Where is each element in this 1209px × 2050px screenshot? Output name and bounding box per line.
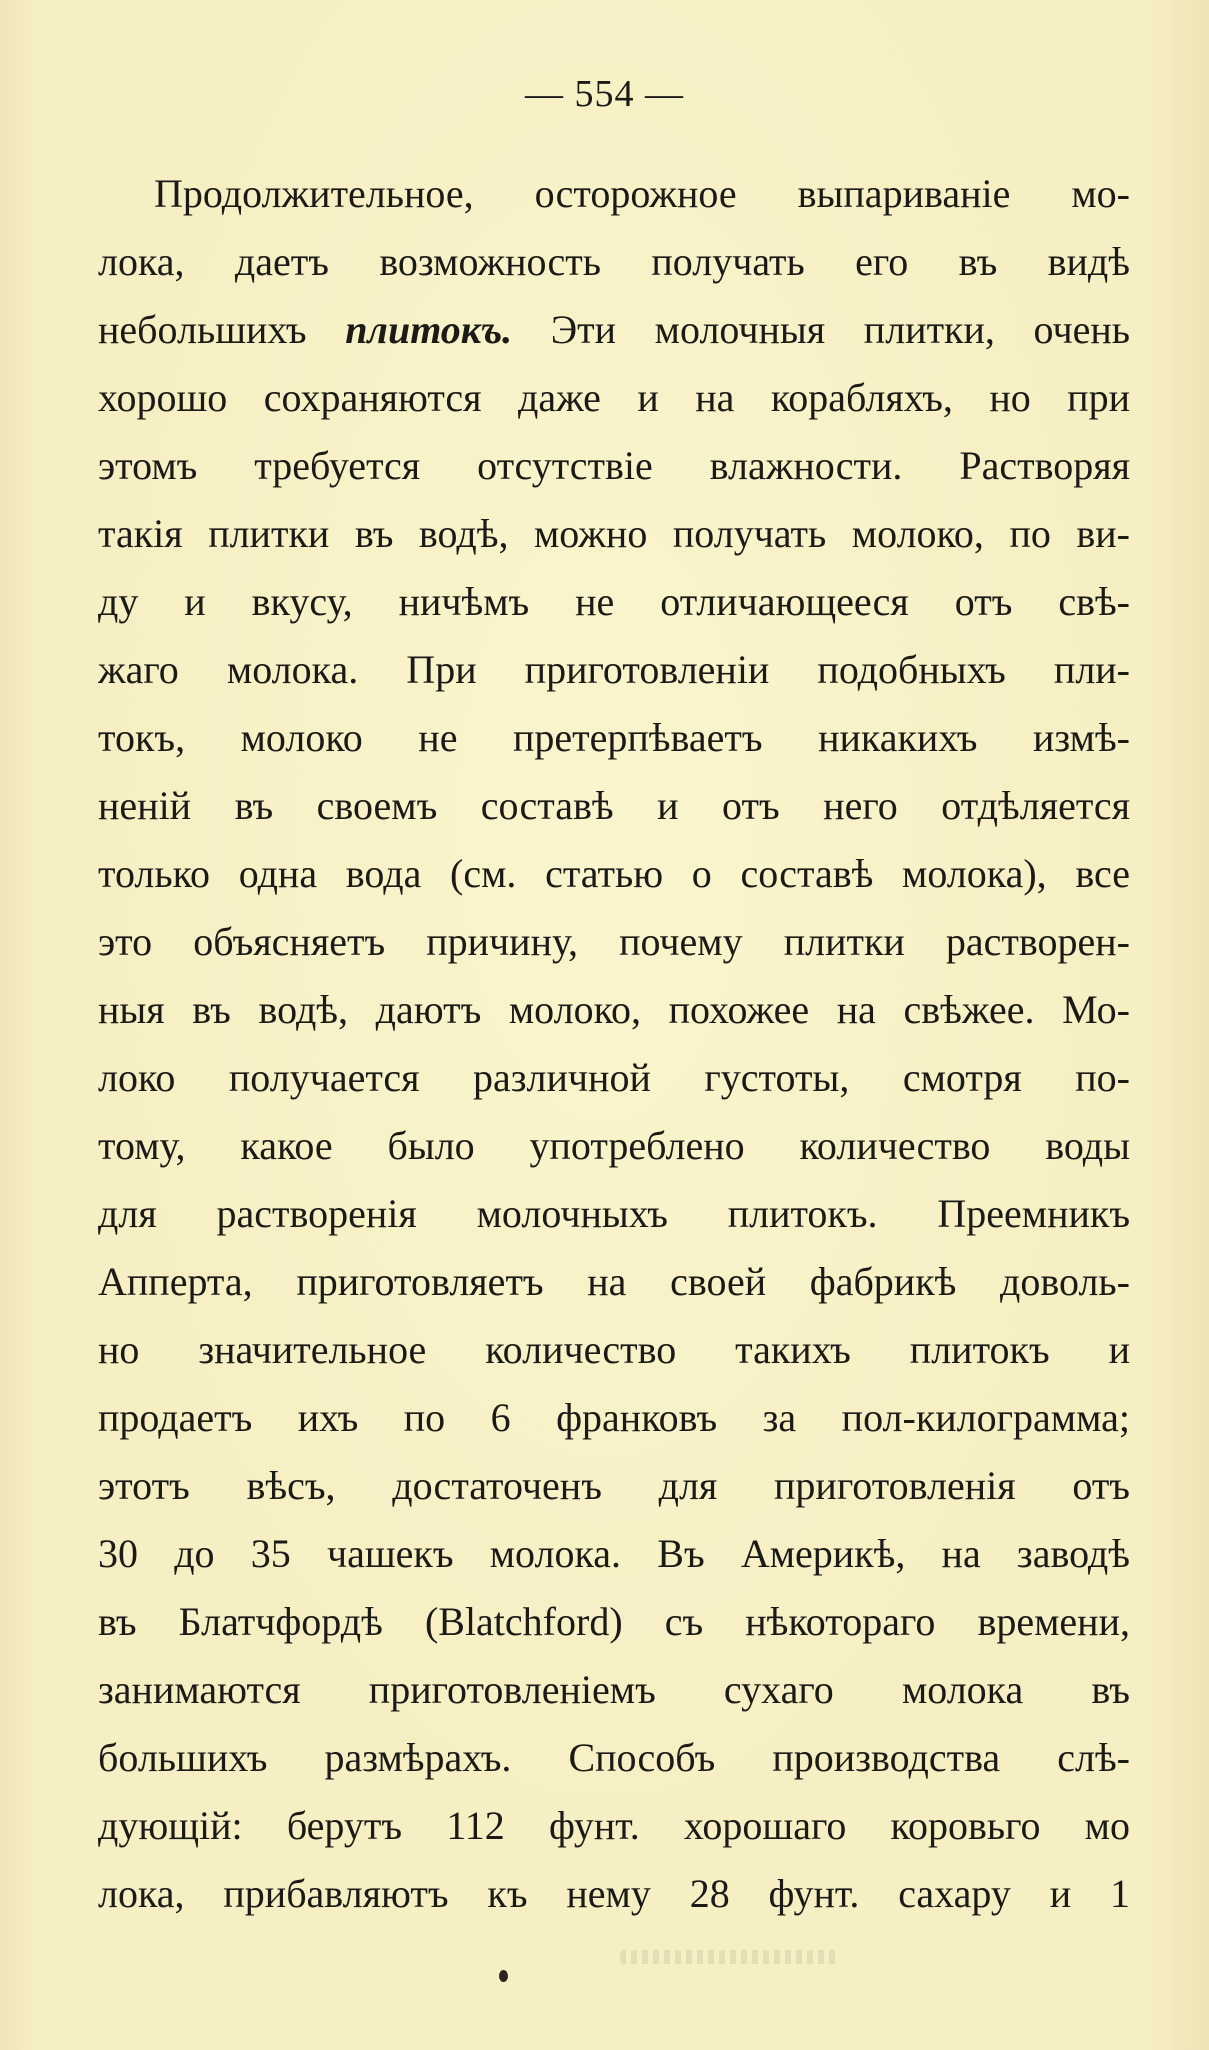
text-line: Апперта, приготовляетъ на своей фабрикѣ доволь-	[98, 1259, 1130, 1304]
text-line: неній въ своемъ составѣ и отъ него отдѣляется	[98, 783, 1130, 828]
text-line: занимаются приготовленіемъ сухаго молока въ	[98, 1667, 1130, 1712]
page-number: — 554 —	[525, 73, 684, 115]
text-line: этотъ вѣсъ, достаточенъ для приготовленія отъ	[98, 1463, 1130, 1508]
text-line: тому, какое было употреблено количество воды	[98, 1123, 1130, 1168]
text-line: локо получается различной густоты, смотря по-	[98, 1055, 1130, 1100]
text-line: дующій: берутъ 112 фунт. хорошаго коровьго мо	[98, 1803, 1130, 1848]
text-line: хорошо сохраняются даже и на корабляхъ, но при	[98, 375, 1130, 420]
text-line: Продолжительное, осторожное выпариваніе мо-	[154, 171, 1130, 216]
show-through-text	[620, 1950, 840, 1964]
text-line: такія плитки въ водѣ, можно получать молоко, по ви-	[98, 511, 1130, 556]
text-line: лока, даетъ возможность получать его въ видѣ	[98, 239, 1130, 284]
text-line: большихъ размѣрахъ. Способъ производства слѣ-	[98, 1735, 1130, 1780]
italic-term: плитокъ.	[345, 307, 513, 352]
text-line: только одна вода (см. статью о составѣ молока), все	[98, 851, 1130, 896]
text-line: въ Блатчфордѣ (Blatchford) съ нѣкотораго времени,	[98, 1599, 1130, 1644]
body-text	[98, 160, 1130, 1928]
text-line: это объясняетъ причину, почему плитки растворен-	[98, 919, 1130, 964]
ink-dot	[499, 1970, 508, 1982]
text-line: жаго молока. При приготовленіи подобныхъ пли-	[98, 647, 1130, 692]
text-line: продаетъ ихъ по 6 франковъ за пол-килограмма;	[98, 1395, 1130, 1440]
text-line: лока, прибавляютъ къ нему 28 фунт. сахару и 1	[98, 1871, 1130, 1916]
text-segment: Эти молочныя плитки, очень	[512, 307, 1130, 352]
text-line-with-italic	[98, 296, 1130, 364]
text-line: 30 до 35 чашекъ молока. Въ Америкѣ, на заводѣ	[98, 1531, 1130, 1576]
text-line: ныя въ водѣ, даютъ молоко, похожее на свѣжее. Мо-	[98, 987, 1130, 1032]
text-line: но значительное количество такихъ плитокъ и	[98, 1327, 1130, 1372]
text-segment: небольшихъ	[98, 307, 346, 352]
text-line: этомъ требуется отсутствіе влажности. Растворяя	[98, 443, 1130, 488]
text-line: ду и вкусу, ничѣмъ не отличающееся отъ свѣ-	[98, 579, 1130, 624]
text-line: для растворенія молочныхъ плитокъ. Преемникъ	[98, 1191, 1130, 1236]
text-line: токъ, молоко не претерпѣваетъ никакихъ измѣ-	[98, 715, 1130, 760]
